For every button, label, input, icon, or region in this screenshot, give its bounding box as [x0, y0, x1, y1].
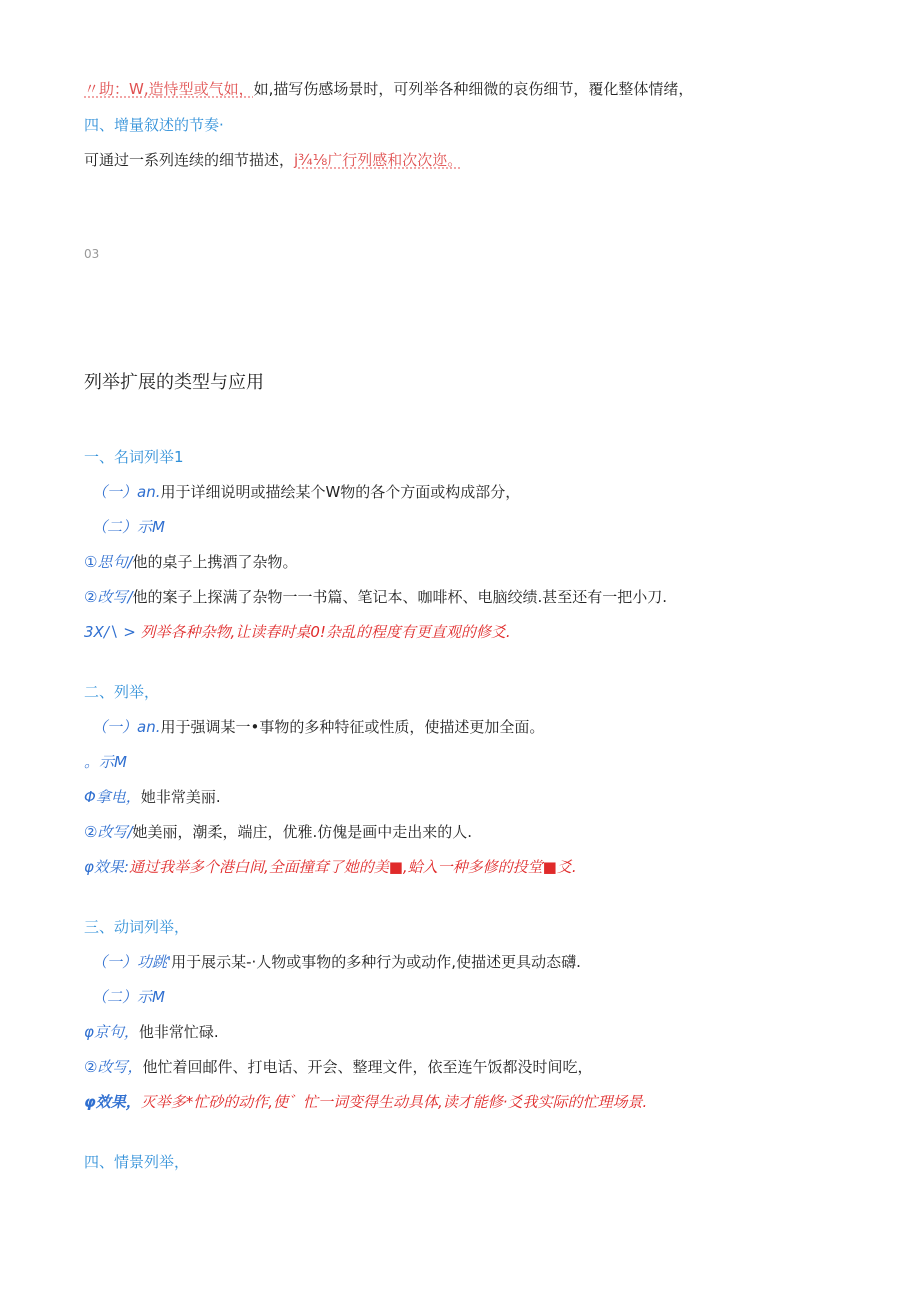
noun-list-heading: 一、名词列举1 — [84, 448, 184, 466]
noun-original-text: 他的桌子上携酒了杂物。 — [132, 553, 298, 571]
verb-rewrite-text: 他忙着回邮件、打电话、开会、整理文件，依至连午饭都没时间吃， — [142, 1058, 593, 1076]
verb-effect-line — [84, 1091, 647, 1113]
verb-original-text: 他非常忙碌. — [138, 1023, 219, 1041]
intro-line-1-prefix: 〃助：W,造恃型或气如， — [84, 80, 254, 98]
rhythm-heading: 四、增量叙述的节奏· — [84, 116, 224, 134]
verb-list-heading: 三、动词列举， — [84, 918, 190, 936]
adj-list-heading: 二、列举， — [84, 683, 160, 701]
verb-original-label: φ京句， — [84, 1023, 139, 1041]
intro-line-1-text: 如,描写伤感场景时，可列举各种细微的哀伤细节，覆化整体情绪， — [253, 80, 694, 98]
adj-original-text: 她非常美丽. — [140, 788, 221, 806]
adj-function-line — [92, 716, 544, 738]
verb-function-text: 用于展示某-·人物或事物的多种行为或动作,使描述更具动态礴. — [171, 953, 581, 971]
noun-function-line — [92, 481, 520, 503]
adj-original-label: Φ拿电， — [84, 788, 141, 806]
adj-example-label: 。示M — [84, 753, 127, 771]
noun-original-label: ①思句/ — [84, 553, 133, 571]
intro-line-3-suffix: j¾⅛广行列感和次次迩。 — [294, 151, 463, 169]
intro-line-1 — [84, 78, 693, 100]
adj-effect-label: φ效果: — [84, 858, 129, 876]
intro-line-3 — [84, 149, 462, 171]
adj-rewrite-label: ②改写/ — [84, 823, 133, 841]
noun-example-label: （二）示M — [92, 518, 165, 536]
verb-function-label: （一）功跳' — [92, 953, 172, 971]
verb-example-label: （二）示M — [92, 988, 165, 1006]
noun-rewrite-text: 他的案子上探满了杂物一一书篇、笔记本、咖啡杯、电脑绞绩.甚至还有一把小刀. — [132, 588, 668, 606]
verb-effect-text: 灭举多*忙砂的动作,使゛忙一词变得生动具体,读才能修·爻我实际的忙理场景. — [140, 1093, 648, 1111]
verb-original-line — [84, 1021, 219, 1043]
scene-list-heading: 四、情景列举， — [84, 1153, 190, 1171]
verb-rewrite-line — [84, 1056, 592, 1078]
intro-line-3-text: 可通过一系列连续的细节描述， — [84, 151, 295, 169]
verb-effect-label: φ效果， — [84, 1093, 141, 1111]
adj-function-text: 用于强调某一•事物的多种特征或性质，使描述更加全面。 — [160, 718, 545, 736]
adj-effect-line — [84, 856, 577, 878]
noun-rewrite-line — [84, 586, 667, 608]
adj-original-line — [84, 786, 221, 808]
noun-rewrite-label: ②改写/ — [84, 588, 133, 606]
noun-effect-label: 3X∕∖ > — [84, 623, 136, 641]
adj-function-label: （一）an. — [92, 718, 161, 736]
adj-effect-text: 通过我举多个港白间,全面撞耷了她的美■,蛤入一种多修的投堂■爻. — [128, 858, 577, 876]
noun-effect-text: 列举各种杂物,让读春时桌0!杂乱的程度有更直观的修爻. — [140, 623, 511, 641]
noun-function-label: （一）an. — [92, 483, 161, 501]
noun-original-line — [84, 551, 298, 573]
noun-effect-line — [84, 621, 511, 643]
noun-function-text: 用于详细说明或描绘某个W物的各个方面或构成部分， — [160, 483, 521, 501]
verb-function-line — [92, 951, 581, 973]
section-title: 列举扩展的类型与应用 — [84, 372, 264, 393]
adj-rewrite-line — [84, 821, 472, 843]
adj-rewrite-text: 她美丽，潮柔，端庄，优雅.仿傀是画中走出来的人. — [132, 823, 473, 841]
verb-rewrite-label: ②改写， — [84, 1058, 143, 1076]
section-number: 03 — [84, 247, 100, 261]
